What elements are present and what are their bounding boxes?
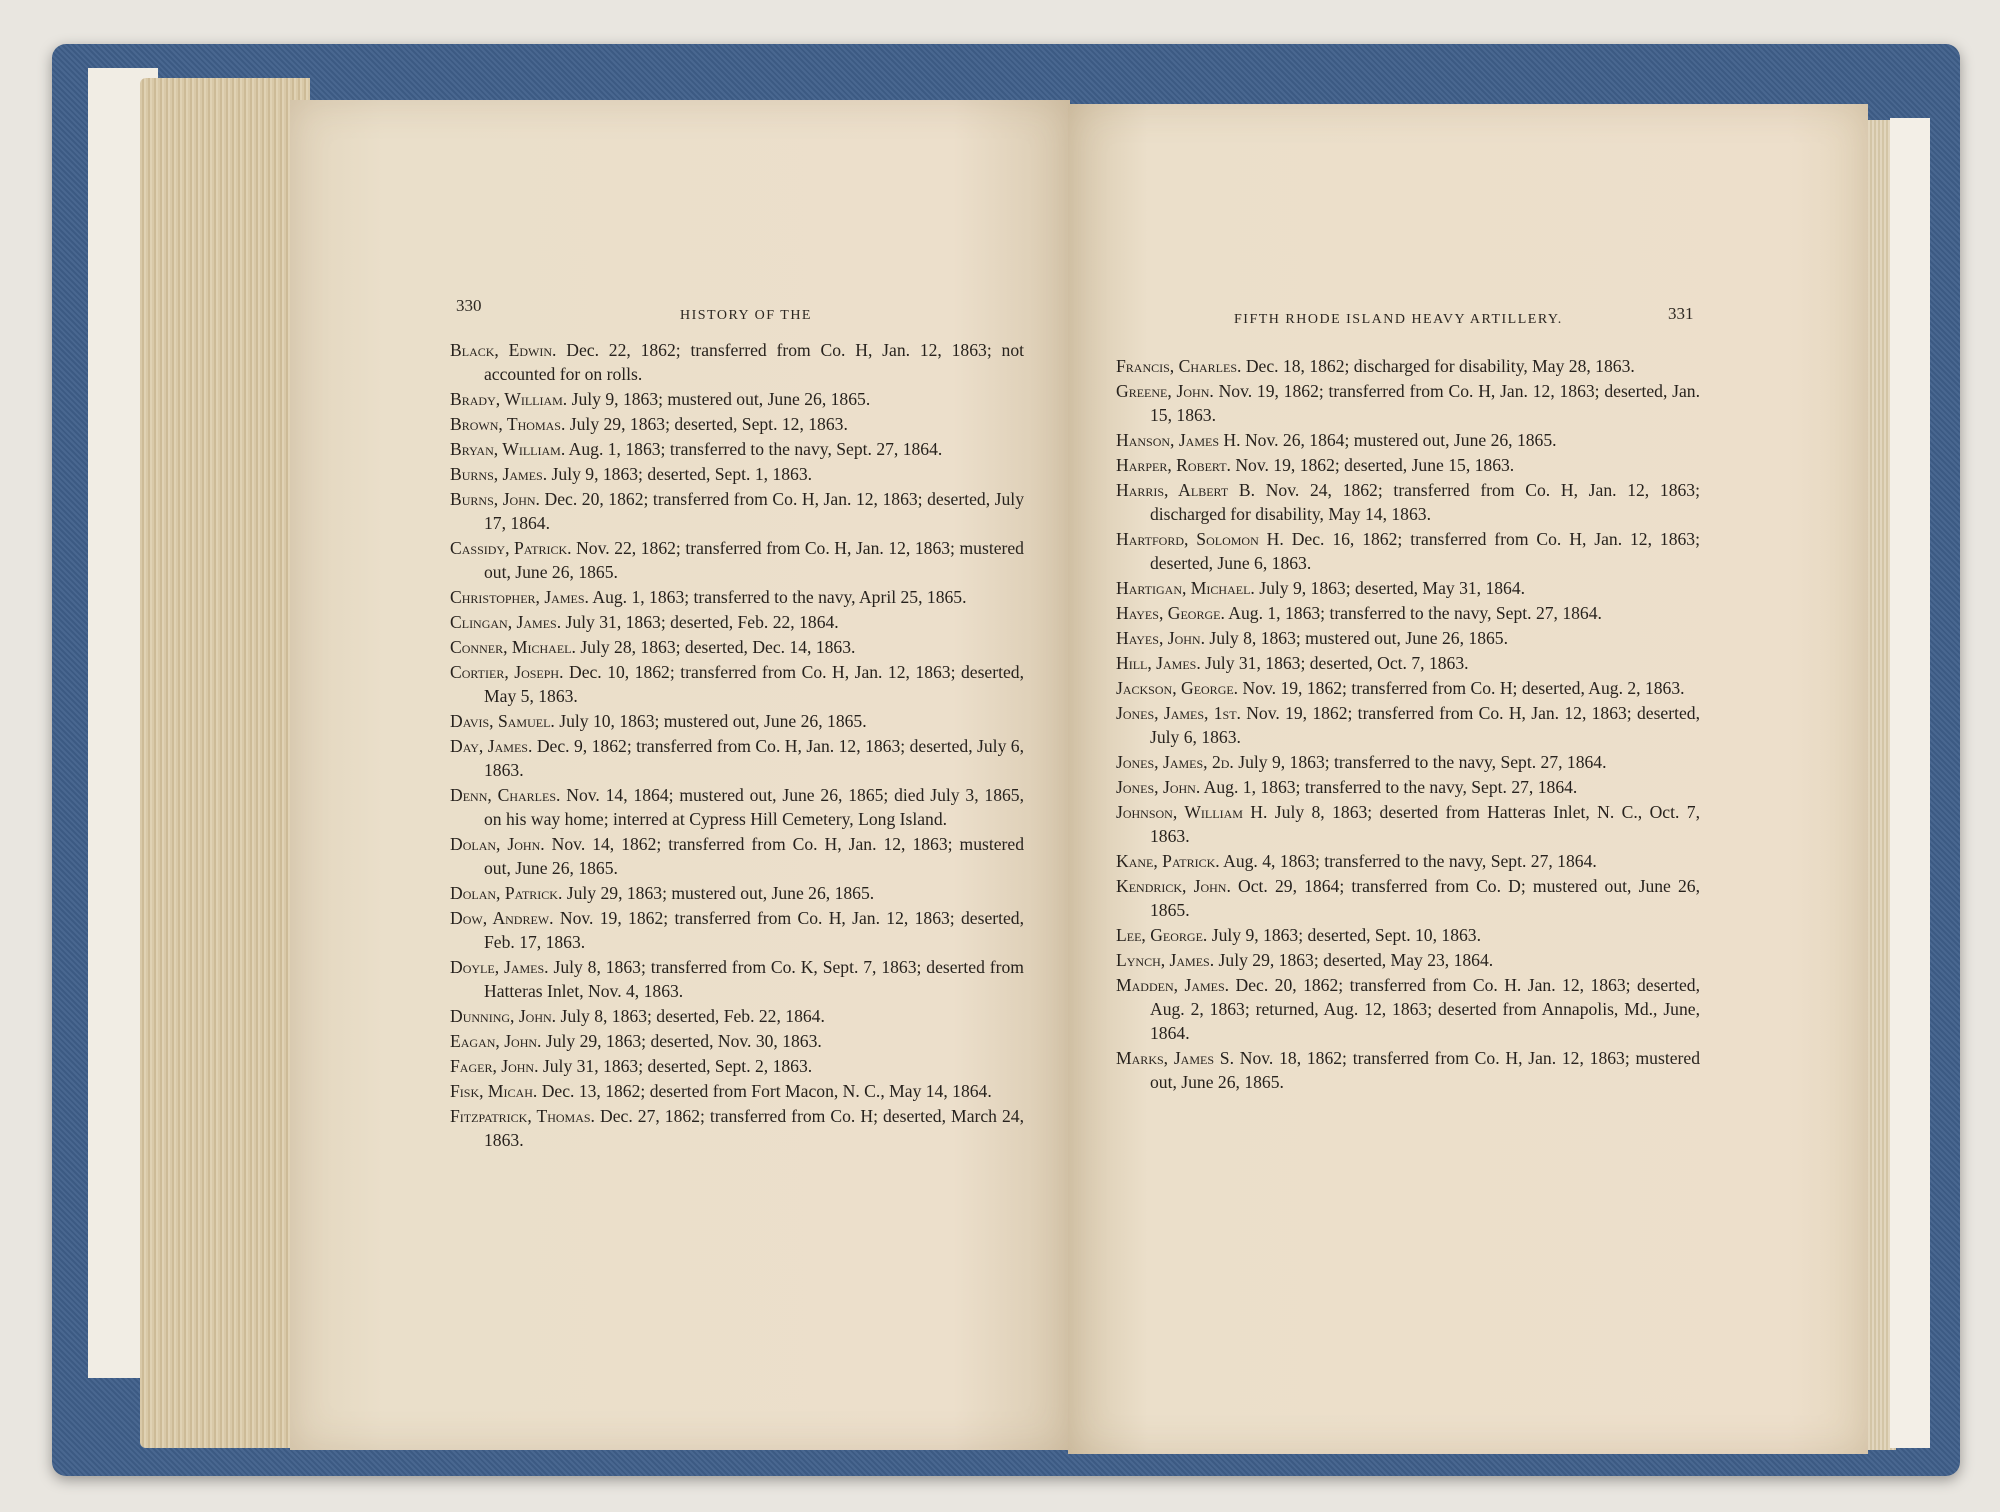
service-record: July 31, 1863; deserted, Sept. 2, 1863. [542, 1056, 813, 1076]
soldier-name: Hayes, George. [1116, 603, 1225, 623]
soldier-name: Cortier, Joseph. [450, 662, 564, 682]
right-endpaper [1890, 118, 1930, 1448]
soldier-name: Hayes, John. [1116, 628, 1205, 648]
service-record: Aug. 1, 1863; transferred to the navy, Sept. 27, 1864. [568, 439, 943, 459]
roster-entry [1116, 948, 1700, 972]
soldier-name: Harris, Albert B. [1116, 480, 1255, 500]
roster-entry [1116, 676, 1700, 700]
roster-entry [1116, 849, 1700, 873]
service-record: Nov. 19, 1862; deserted, June 15, 1863. [1235, 455, 1515, 475]
roster-entry [450, 734, 1024, 782]
roster-entry [450, 585, 1024, 609]
soldier-name: Harper, Robert. [1116, 455, 1231, 475]
soldier-name: Hill, James. [1116, 653, 1201, 673]
service-record: Dec. 20, 1862; transferred from Co. H, Jan. 12, 1863; deserted, July 17, 1864. [484, 489, 1024, 533]
soldier-name: Eagan, John. [450, 1031, 542, 1051]
service-record: Dec. 10, 1862; transferred from Co. H, Jan. 12, 1863; deserted, May 5, 1863. [484, 662, 1024, 706]
soldier-name: Francis, Charles. [1116, 356, 1242, 376]
soldier-name: Johnson, William H. [1116, 802, 1268, 822]
soldier-name: Conner, Michael. [450, 637, 576, 657]
service-record: July 31, 1863; deserted, Oct. 7, 1863. [1205, 653, 1469, 673]
service-record: Dec. 20, 1862; transferred from Co. H. Jan. 12, 1863; deserted, Aug. 2, 1863; returned, Aug. 12, 1863; deserted from Annapolis, Md., June, 1864. [1150, 975, 1700, 1043]
soldier-name: Jones, James, 2d. [1116, 752, 1234, 772]
service-record: July 31, 1863; deserted, Feb. 22, 1864. [565, 612, 839, 632]
soldier-name: Dow, Andrew. [450, 908, 554, 928]
roster-entry [1116, 626, 1700, 650]
roster-entry [1116, 651, 1700, 675]
roster-entry [450, 660, 1024, 708]
roster-entry [450, 1004, 1024, 1028]
soldier-name: Jones, John. [1116, 777, 1201, 797]
service-record: Dec. 9, 1862; transferred from Co. H, Jan. 12, 1863; deserted, July 6, 1863. [484, 736, 1025, 780]
roster-entry [450, 1079, 1024, 1103]
library-stamp [178, 650, 258, 970]
soldier-name: Kendrick, John. [1116, 876, 1231, 896]
service-record: Nov. 18, 1862; transferred from Co. H, Jan. 12, 1863; mustered out, June 26, 1865. [1150, 1048, 1700, 1092]
roster-entry [1116, 775, 1700, 799]
right-page-number: 331 [1668, 304, 1694, 323]
roster-entry [450, 536, 1024, 584]
soldier-name: Lynch, James. [1116, 950, 1215, 970]
roster-entry [1116, 428, 1700, 452]
service-record: July 9, 1863; transferred to the navy, Sept. 27, 1864. [1238, 752, 1607, 772]
soldier-name: Brown, Thomas. [450, 414, 566, 434]
service-record: July 9, 1863; deserted, Sept. 1, 1863. [551, 464, 813, 484]
service-record: Aug. 1, 1863; transferred to the navy, Sept. 27, 1864. [1228, 603, 1602, 623]
roster-entry [450, 610, 1024, 634]
service-record: July 9, 1863; deserted, May 31, 1864. [1259, 578, 1526, 598]
roster-entry [450, 783, 1024, 831]
soldier-name: Burns, James. [450, 464, 548, 484]
service-record: Aug. 4, 1863; transferred to the navy, Sept. 27, 1864. [1223, 851, 1597, 871]
roster-entry [1116, 379, 1700, 427]
service-record: Oct. 29, 1864; transferred from Co. D; mustered out, June 26, 1865. [1150, 876, 1700, 920]
service-record: Dec. 27, 1862; transferred from Co. H; deserted, March 24, 1863. [484, 1106, 1024, 1150]
roster-entry [1116, 453, 1700, 477]
service-record: Nov. 19, 1862; transferred from Co. H; deserted, Aug. 2, 1863. [1242, 678, 1685, 698]
service-record: July 29, 1863; deserted, Sept. 12, 1863. [569, 414, 848, 434]
service-record: Dec. 22, 1862; transferred from Co. H, Jan. 12, 1863; not accounted for on rolls. [484, 340, 1025, 384]
roster-entry [450, 437, 1024, 461]
soldier-name: Bryan, William. [450, 439, 566, 459]
left-page-number: 330 [456, 296, 482, 315]
service-record: Nov. 14, 1862; transferred from Co. H, Jan. 12, 1863; mustered out, June 26, 1865. [484, 834, 1024, 878]
service-record: Nov. 19, 1862; transferred from Co. H, Jan. 12, 1863; deserted, July 6, 1863. [1150, 703, 1700, 747]
service-record: July 8, 1863; mustered out, June 26, 1865. [1209, 628, 1508, 648]
roster-entry [1116, 750, 1700, 774]
roster-entry [1116, 354, 1700, 378]
soldier-name: Black, Edwin. [450, 340, 557, 360]
soldier-name: Marks, James S. [1116, 1048, 1234, 1068]
roster-entry [450, 1029, 1024, 1053]
soldier-name: Brady, William. [450, 389, 568, 409]
soldier-name: Clingan, James. [450, 612, 562, 632]
roster-entry [450, 462, 1024, 486]
right-running-head: FIFTH RHODE ISLAND HEAVY ARTILLERY. [1234, 312, 1563, 327]
roster-entry [450, 906, 1024, 954]
roster-entry [1116, 478, 1700, 526]
service-record: Dec. 13, 1862; deserted from Fort Macon, N. C., May 14, 1864. [541, 1081, 992, 1101]
service-record: Nov. 14, 1864; mustered out, June 26, 1865; died July 3, 1865, on his way home; interred at Cypress Hill Cemetery, Long Island. [484, 785, 1024, 829]
service-record: Nov. 24, 1862; transferred from Co. H, Jan. 12, 1863; discharged for disability, May 14, 1863. [1150, 480, 1700, 524]
soldier-name: Davis, Samuel. [450, 711, 555, 731]
service-record: July 28, 1863; deserted, Dec. 14, 1863. [580, 637, 856, 657]
roster-entry [1116, 601, 1700, 625]
roster-entry [1116, 800, 1700, 848]
soldier-name: Denn, Charles. [450, 785, 561, 805]
service-record: July 9, 1863; mustered out, June 26, 1865. [571, 389, 871, 409]
roster-entry [1116, 527, 1700, 575]
service-record: Dec. 16, 1862; transferred from Co. H, Jan. 12, 1863; deserted, June 6, 1863. [1150, 529, 1700, 573]
soldier-name: Jones, James, 1st. [1116, 703, 1241, 723]
soldier-name: Lee, George. [1116, 925, 1208, 945]
right-roster-column [1116, 354, 1700, 1095]
service-record: July 9, 1863; deserted, Sept. 10, 1863. [1211, 925, 1481, 945]
roster-entry [1116, 973, 1700, 1045]
service-record: July 29, 1863; mustered out, June 26, 1865. [566, 883, 875, 903]
soldier-name: Cassidy, Patrick. [450, 538, 572, 558]
roster-entry [450, 387, 1024, 411]
service-record: Aug. 1, 1863; transferred to the navy, Sept. 27, 1864. [1203, 777, 1578, 797]
soldier-name: Hartigan, Michael. [1116, 578, 1255, 598]
soldier-name: Day, James. [450, 736, 533, 756]
soldier-name: Hanson, James H. [1116, 430, 1241, 450]
service-record: July 8, 1863; deserted from Hatteras Inlet, N. C., Oct. 7, 1863. [1150, 802, 1700, 846]
soldier-name: Jackson, George. [1116, 678, 1239, 698]
roster-entry [450, 709, 1024, 733]
roster-entry [450, 832, 1024, 880]
left-running-head: HISTORY OF THE [680, 308, 812, 323]
roster-entry [1116, 701, 1700, 749]
roster-entry [450, 1104, 1024, 1152]
right-page [1068, 104, 1868, 1454]
soldier-name: Doyle, James. [450, 957, 549, 977]
roster-entry [450, 412, 1024, 436]
service-record: Aug. 1, 1863; transferred to the navy, April 25, 1865. [592, 587, 967, 607]
service-record: Nov. 26, 1864; mustered out, June 26, 1865. [1244, 430, 1557, 450]
roster-entry [1116, 874, 1700, 922]
left-roster-column [450, 338, 1024, 1153]
service-record: Dec. 18, 1862; discharged for disability, May 28, 1863. [1245, 356, 1635, 376]
roster-entry [450, 487, 1024, 535]
roster-entry [450, 881, 1024, 905]
soldier-name: Kane, Patrick. [1116, 851, 1220, 871]
soldier-name: Burns, John. [450, 489, 540, 509]
soldier-name: Madden, James. [1116, 975, 1230, 995]
roster-entry [1116, 923, 1700, 947]
soldier-name: Fisk, Micah. [450, 1081, 538, 1101]
soldier-name: Greene, John. [1116, 381, 1214, 401]
service-record: July 10, 1863; mustered out, June 26, 1865. [559, 711, 867, 731]
soldier-name: Fager, John. [450, 1056, 539, 1076]
roster-entry [450, 1054, 1024, 1078]
roster-entry [1116, 576, 1700, 600]
roster-entry [450, 635, 1024, 659]
roster-entry [1116, 1046, 1700, 1094]
service-record: Nov. 22, 1862; transferred from Co. H, Jan. 12, 1863; mustered out, June 26, 1865. [484, 538, 1024, 582]
soldier-name: Dunning, John. [450, 1006, 557, 1026]
soldier-name: Hartford, Solomon H. [1116, 529, 1284, 549]
roster-entry [450, 338, 1024, 386]
soldier-name: Fitzpatrick, Thomas. [450, 1106, 595, 1126]
soldier-name: Christopher, James. [450, 587, 589, 607]
soldier-name: Dolan, Patrick. [450, 883, 563, 903]
roster-entry [450, 955, 1024, 1003]
service-record: Nov. 19, 1862; transferred from Co. H, Jan. 12, 1863; deserted, Jan. 15, 1863. [1150, 381, 1700, 425]
service-record: Nov. 19, 1862; transferred from Co. H, Jan. 12, 1863; deserted, Feb. 17, 1863. [484, 908, 1025, 952]
service-record: July 8, 1863; transferred from Co. K, Sept. 7, 1863; deserted from Hatteras Inlet, Nov. 4, 1863. [484, 957, 1024, 1001]
left-page [290, 100, 1070, 1450]
service-record: July 8, 1863; deserted, Feb. 22, 1864. [560, 1006, 825, 1026]
service-record: July 29, 1863; deserted, Nov. 30, 1863. [545, 1031, 822, 1051]
soldier-name: Dolan, John. [450, 834, 545, 854]
service-record: July 29, 1863; deserted, May 23, 1864. [1218, 950, 1494, 970]
